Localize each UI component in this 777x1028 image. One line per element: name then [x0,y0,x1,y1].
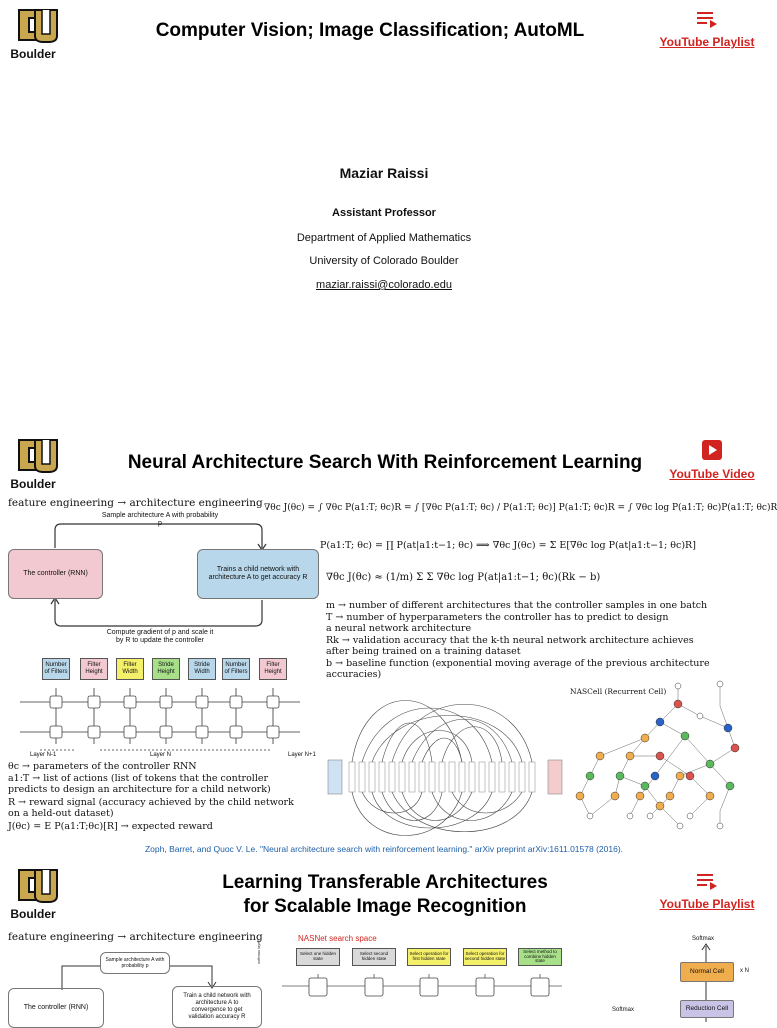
youtube-video-link[interactable] [662,438,762,481]
def-T-cont: a neural network architecture [326,623,472,634]
equation-factorization: P(a1:T; θc) = ∏ P(at|a1:t−1; θc) ⟹ ∇θc J(θc) = Σ E[∇θc log P(at|a1:t−1; θc)R] [320,540,696,551]
def-actions-cont: predicts to design an architecture for a child network) [8,784,271,795]
youtube-playlist-link[interactable] [652,8,762,49]
fe-line-2: feature engineering → architecture engineering [8,931,263,943]
playlist-icon [694,870,720,892]
step-select-one: Select one hidden state [296,948,340,966]
cu-logo-icon [10,6,66,44]
step-select-op-first: Select operation for first hidden state [407,948,451,966]
nascell-graph [560,676,760,836]
cu-logo-2 [10,436,66,491]
def-m: m → number of different architectures that the controller samples in one batch [326,600,708,611]
logo-wordmark: Boulder [10,477,56,491]
author-email[interactable]: maziar.raissi@colorado.edu [316,279,452,291]
gradient-label: Compute gradient of p and scale it by R to update the controller [106,629,214,645]
tile-filter-height: Filter Height [80,658,108,680]
normal-cell-box: Normal Cell [680,962,734,982]
def-b: b → baseline function (exponential moving average of the previous architecture [326,658,710,669]
youtube-playlist-link-2[interactable] [652,870,762,911]
tile-filter-width: Filter Width [116,658,144,680]
sample-arch-box: Sample architecture A with probability p [100,952,170,974]
playlist-icon [694,8,720,30]
sample-arch-label: Sample architecture A with probability p [101,512,219,528]
reduction-cell-box: Reduction Cell [680,1000,734,1018]
def-actions: a1:T → list of actions (list of tokens that the controller [8,773,269,784]
cu-logo-icon [10,436,66,474]
cu-logo-icon [10,866,66,904]
youtube-playlist-label[interactable]: YouTube Playlist [659,897,755,911]
def-T: T → number of hyperparameters the controller has to predict to design [326,612,669,623]
search-space-label: NASNet search space [298,934,377,943]
def-expected-reward: J(θc) = E P(a1:T;θc)[R] → expected reward [8,821,213,832]
slide3-title-line1: Learning Transferable Architectures [222,872,548,893]
video-icon [699,438,725,462]
times-n-label: x N [740,968,749,974]
def-theta-c: θc → parameters of the controller RNN [8,761,197,772]
slide3-title-line2: for Scalable Image Recognition [243,896,527,917]
fe-line: feature engineering → architecture engineering [8,497,263,509]
author-department: Department of Applied Mathematics [296,232,472,244]
tile-number-of-filters: Number of Filters [42,658,70,680]
logo-wordmark: Boulder [10,47,56,61]
youtube-playlist-label[interactable]: YouTube Playlist [659,35,755,49]
equation-approximation: ∇θc J(θc) ≈ (1/m) Σ Σ ∇θc log P(at|a1:t−1; θc)(Rk − b) [326,572,601,583]
def-b-cont: accuracies) [326,669,382,680]
controller-box-2: The controller (RNN) [8,988,104,1028]
connections-arc-figure [325,680,565,840]
step-combine: Select method to combine hidden state [518,948,562,966]
equation-gradient: ∇θc J(θc) = ∫ ∇θc P(a1:T; θc)R = ∫ [∇θc P(a1:T; θc) / P(a1:T; θc)] P(a1:T; θc)R = ∫ ∇θc log P(a1:T; θc)P(a1:T; θc)R [264,503,777,513]
youtube-video-label[interactable]: YouTube Video [669,467,755,481]
citation: Zoph, Barret, and Quoc V. Le. "Neural architecture search with reinforcement learning." arXiv preprint arXiv:1611.01578 (2016). [144,844,624,854]
softmax-label-mid: Softmax [612,1007,635,1013]
def-Rk: Rk → validation accuracy that the k-th neural network architecture achieves [326,635,694,646]
rnn-unroll-lines [0,680,320,760]
tile-stride-width: Stride Width [188,658,216,680]
author-university: University of Colorado Boulder [309,255,459,267]
tile-number-of-filters-2: Number of Filters [222,658,250,680]
nascell-label: NASCell (Recurrent Cell) [570,687,667,696]
author-position: Assistant Professor [332,207,436,219]
slide1-title: Computer Vision; Image Classification; AutoML [155,20,585,41]
slide2-title: Neural Architecture Search With Reinforcement Learning [127,452,643,473]
def-reward-cont: on a held-out dataset) [8,808,114,819]
cu-logo-3 [10,866,66,921]
layer-label-next: Layer N+1 [288,752,316,758]
layer-label-prev: Layer N-1 [30,752,57,758]
def-Rk-cont: after being trained on a training dataset [326,646,521,657]
author-name: Maziar Raissi [339,165,429,181]
svg-text:softmax layer: softmax layer [256,940,261,964]
logo-wordmark: Boulder [10,907,56,921]
step-select-op-second: Select operation for second hidden state [463,948,507,966]
tile-stride-height: Stride Height [152,658,180,680]
tile-filter-height-2: Filter Height [259,658,287,680]
controller-box: The controller (RNN) [8,549,103,599]
def-reward: R → reward signal (accuracy achieved by the child network [8,797,294,808]
step-select-second: Select second hidden state [352,948,396,966]
child-network-box-2: Train a child network with architecture A to convergence to get validation accuracy R [172,986,262,1028]
child-network-box: Trains a child network with architecture A to get accuracy R [197,549,319,599]
layer-label-current: Layer N [150,752,172,758]
cu-logo [10,6,66,61]
softmax-label-top: Softmax [692,936,715,942]
